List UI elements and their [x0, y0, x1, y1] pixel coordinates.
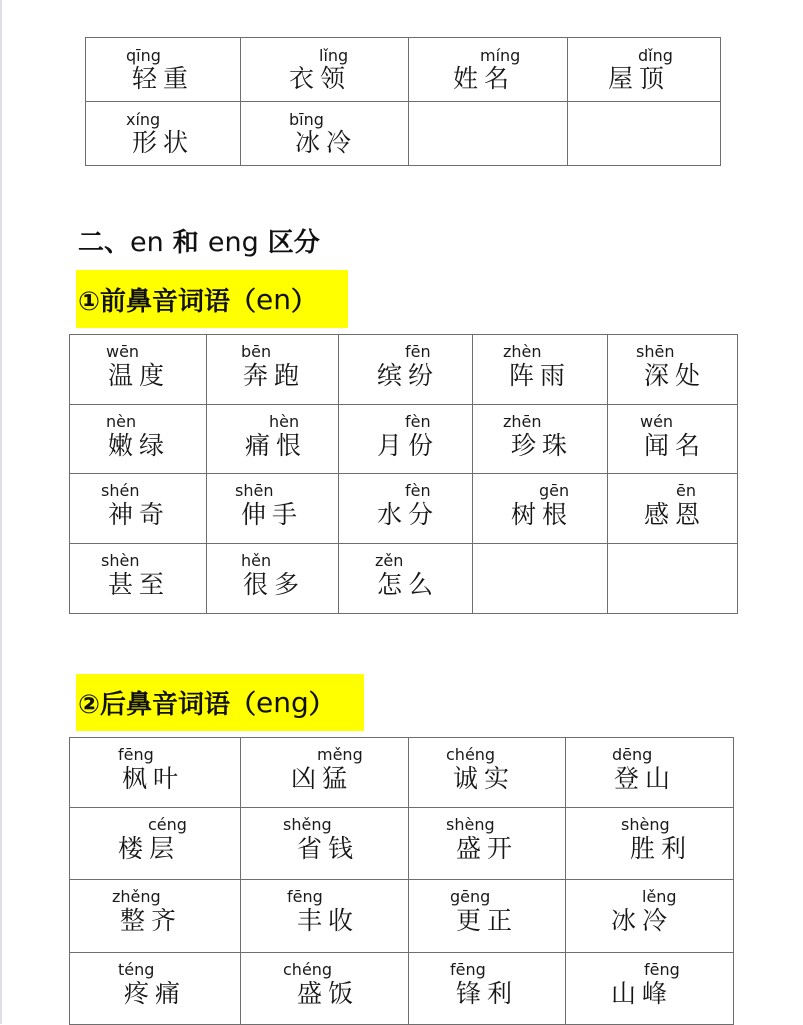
chinese-word: 深处 — [644, 361, 707, 390]
word-cell — [70, 474, 207, 544]
chinese-word: 伸手 — [241, 500, 304, 529]
chinese-word: 闻名 — [644, 431, 707, 460]
pinyin-label: wēn — [106, 342, 140, 361]
front-nasal-title-latin: en — [256, 282, 291, 316]
pinyin-label: dǐng — [638, 46, 673, 65]
chinese-word: 屋顶 — [608, 64, 671, 93]
chinese-word: 水分 — [377, 500, 440, 529]
pinyin-label: shén — [101, 481, 140, 500]
chinese-word: 珍珠 — [511, 431, 574, 460]
word-cell — [70, 880, 241, 953]
heading-prefix: 二、 — [78, 228, 131, 258]
chinese-word: 凶猛 — [291, 764, 354, 793]
back-nasal-table — [69, 737, 734, 1025]
table-row — [86, 38, 721, 102]
pinyin-label: hèn — [269, 412, 300, 431]
table-row — [70, 738, 734, 808]
pinyin-label: wén — [640, 412, 674, 431]
pinyin-label: fēng — [450, 960, 486, 979]
chinese-word: 轻重 — [132, 64, 195, 93]
chinese-word: 甚至 — [108, 570, 171, 599]
word-cell — [566, 880, 734, 953]
chinese-word: 嫩绿 — [108, 431, 171, 460]
section-heading — [78, 222, 320, 259]
chinese-word: 省钱 — [297, 834, 360, 863]
table-row — [70, 474, 738, 544]
heading-eng: eng — [207, 227, 259, 258]
empty-cell — [568, 102, 721, 166]
pinyin-label: bēn — [241, 342, 272, 361]
pinyin-label: lěng — [642, 887, 677, 906]
word-cell — [339, 405, 473, 474]
pinyin-label: qīng — [126, 46, 161, 65]
empty-cell — [473, 544, 608, 614]
table-row — [70, 953, 734, 1025]
table-row — [86, 102, 721, 166]
pinyin-label: zhěng — [112, 887, 161, 906]
chinese-word: 冰冷 — [611, 906, 674, 935]
pinyin-label: fēng — [644, 960, 680, 979]
word-cell — [339, 544, 473, 614]
front-nasal-title-close: ） — [291, 286, 318, 317]
pinyin-label: fēng — [118, 745, 154, 764]
pinyin-label: shèng — [446, 815, 495, 834]
empty-cell — [409, 102, 568, 166]
word-cell — [566, 738, 734, 808]
pinyin-label: fèn — [405, 412, 431, 431]
pinyin-label: shěng — [283, 815, 332, 834]
chinese-word: 山峰 — [611, 979, 674, 1008]
front-nasal-title — [76, 270, 348, 328]
pinyin-label: xíng — [126, 110, 161, 129]
chinese-word: 锋利 — [456, 979, 519, 1008]
word-cell — [70, 953, 241, 1025]
chinese-word: 缤纷 — [377, 361, 440, 390]
pinyin-label: ēn — [676, 481, 696, 500]
word-cell — [70, 335, 207, 405]
pinyin-label: fēn — [405, 342, 431, 361]
word-cell — [409, 880, 566, 953]
pinyin-label: shèn — [101, 551, 140, 570]
word-cell — [473, 405, 608, 474]
word-cell — [339, 335, 473, 405]
pinyin-label: shèng — [621, 815, 670, 834]
word-cell — [339, 474, 473, 544]
pinyin-label: měng — [317, 745, 363, 764]
chinese-word: 姓名 — [453, 64, 516, 93]
chinese-word: 月份 — [377, 431, 440, 460]
word-cell — [409, 953, 566, 1025]
chinese-word: 怎么 — [377, 570, 440, 599]
table-row — [70, 880, 734, 953]
back-nasal-title — [76, 674, 364, 731]
empty-cell — [608, 544, 738, 614]
pinyin-label: gēng — [450, 887, 491, 906]
back-nasal-title-latin: eng — [256, 686, 309, 719]
chinese-word: 衣领 — [289, 64, 352, 93]
table-row — [70, 405, 738, 474]
pinyin-label: shēn — [636, 342, 675, 361]
pinyin-label: hěn — [241, 551, 272, 570]
word-cell — [86, 102, 241, 166]
chinese-word: 盛开 — [456, 834, 519, 863]
front-nasal-table — [69, 334, 738, 614]
pinyin-label: lǐng — [319, 46, 349, 65]
back-nasal-title-close: ） — [308, 690, 335, 720]
heading-en: en — [130, 227, 164, 258]
chinese-word: 感恩 — [644, 500, 707, 529]
heading-and: 和 — [163, 228, 208, 258]
chinese-word: 更正 — [456, 906, 519, 935]
word-cell — [568, 38, 721, 102]
pinyin-label: míng — [480, 46, 521, 65]
chinese-word: 胜利 — [630, 834, 693, 863]
chinese-word: 枫叶 — [122, 764, 185, 793]
table-row — [70, 335, 738, 405]
chinese-word: 整齐 — [120, 906, 183, 935]
pinyin-label: zhèn — [503, 342, 542, 361]
chinese-word: 阵雨 — [509, 361, 572, 390]
chinese-word: 丰收 — [297, 906, 360, 935]
word-cell — [241, 738, 409, 808]
word-cell — [241, 880, 409, 953]
word-cell — [409, 738, 566, 808]
chinese-word: 登山 — [614, 764, 677, 793]
chinese-word: 楼层 — [118, 834, 181, 863]
heading-suffix: 区分 — [258, 228, 320, 258]
word-cell — [70, 405, 207, 474]
table-row — [70, 808, 734, 880]
word-cell — [86, 38, 241, 102]
pinyin-label: chéng — [446, 745, 496, 764]
pinyin-label: fēng — [287, 887, 323, 906]
chinese-word: 诚实 — [453, 764, 516, 793]
chinese-word: 冰冷 — [295, 128, 358, 157]
word-cell — [608, 474, 738, 544]
back-nasal-title-text: ②后鼻音词语（ — [78, 690, 257, 720]
pinyin-label: zhēn — [503, 412, 542, 431]
pinyin-label: céng — [148, 815, 187, 834]
chinese-word: 很多 — [243, 570, 306, 599]
pinyin-label: bīng — [289, 110, 324, 129]
word-cell — [70, 808, 241, 880]
word-cell — [70, 738, 241, 808]
pinyin-label: shēn — [235, 481, 274, 500]
word-cell — [207, 544, 339, 614]
word-cell — [566, 953, 734, 1025]
table-row — [70, 544, 738, 614]
pinyin-label: gēn — [539, 481, 570, 500]
chinese-word: 痛恨 — [245, 431, 308, 460]
pinyin-label: chéng — [283, 960, 333, 979]
chinese-word: 盛饭 — [297, 979, 360, 1008]
word-cell — [241, 102, 409, 166]
word-cell — [473, 335, 608, 405]
pinyin-label: nèn — [106, 412, 137, 431]
word-cell — [241, 953, 409, 1025]
word-cell — [409, 808, 566, 880]
page-left-edge — [0, 0, 2, 1024]
pinyin-label: zěn — [375, 551, 404, 570]
front-nasal-title-text: ①前鼻音词语（ — [78, 286, 257, 317]
word-cell — [608, 405, 738, 474]
word-cell — [566, 808, 734, 880]
pinyin-label: dēng — [612, 745, 653, 764]
chinese-word: 形状 — [132, 128, 195, 157]
word-cell — [207, 335, 339, 405]
word-cell — [207, 405, 339, 474]
word-cell — [241, 38, 409, 102]
chinese-word: 树根 — [511, 500, 574, 529]
chinese-word: 温度 — [108, 361, 171, 390]
chinese-word: 奔跑 — [243, 361, 306, 390]
pinyin-label: fèn — [405, 481, 431, 500]
pinyin-label: téng — [118, 960, 155, 979]
word-cell — [473, 474, 608, 544]
word-cell — [608, 335, 738, 405]
word-cell — [241, 808, 409, 880]
word-cell — [70, 544, 207, 614]
chinese-word: 神奇 — [108, 500, 171, 529]
word-cell — [207, 474, 339, 544]
word-table-top — [85, 37, 721, 166]
chinese-word: 疼痛 — [124, 979, 187, 1008]
word-cell — [409, 38, 568, 102]
